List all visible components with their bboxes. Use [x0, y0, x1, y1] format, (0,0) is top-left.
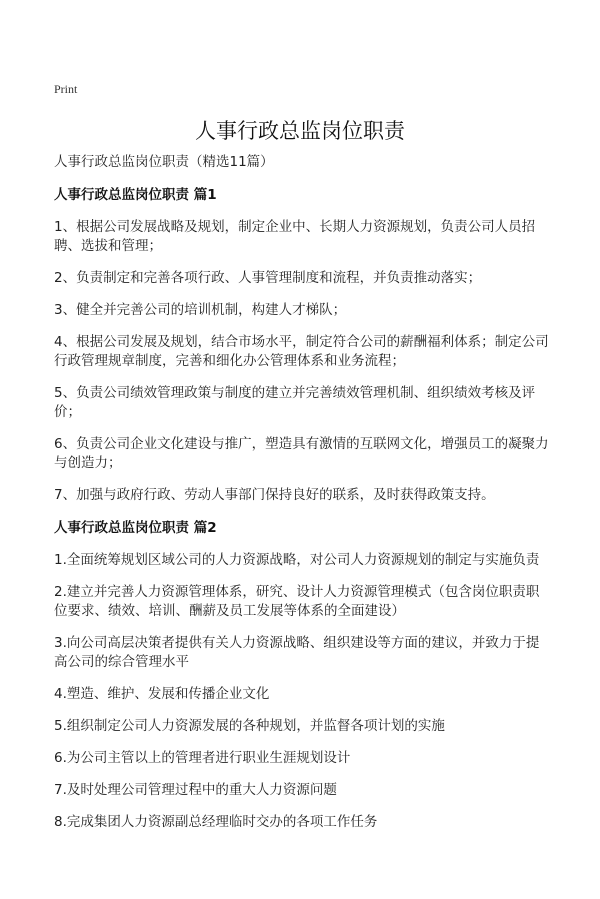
duty-item: 4、根据公司发展及规划，结合市场水平，制定符合公司的薪酬福利体系；制定公司行政管理规章制度，完善和细化办公管理体系和业务流程； [54, 334, 549, 369]
duty-item: 2.建立并完善人力资源管理体系，研究、设计人力资源管理模式（包含岗位职责职位要求、绩效、培训、酬薪及员工发展等体系的全面建设） [54, 584, 540, 619]
duty-item: 1.全面统筹规划区域公司的人力资源战略，对公司人力资源规划的制定与实施负责 [54, 552, 540, 568]
duty-item: 8.完成集团人力资源副总经理临时交办的各项工作任务 [54, 814, 378, 830]
section-2 [54, 518, 550, 832]
duty-item: 5.组织制定公司人力资源发展的各种规划，并监督各项计划的实施 [54, 718, 445, 734]
duty-item: 6.为公司主管以上的管理者进行职业生涯规划设计 [54, 750, 351, 766]
section-heading: 人事行政总监岗位职责 篇2 [54, 520, 217, 536]
document-title: 人事行政总监岗位职责 [195, 119, 405, 143]
print-label: Print [54, 82, 78, 96]
duty-item: 3.向公司高层决策者提供有关人力资源战略、组织建设等方面的建议，并致力于提高公司的综合管理水平 [54, 635, 540, 670]
section-1 [54, 185, 550, 505]
duty-item: 2、负责制定和完善各项行政、人事管理制度和流程，并负责推动落实； [54, 270, 482, 286]
document-subtitle: 人事行政总监岗位职责（精选11篇） [54, 154, 274, 170]
duty-item: 6、负责公司企业文化建设与推广，塑造具有激情的互联网文化，增强员工的凝聚力与创造力； [54, 436, 549, 471]
document-body [54, 152, 550, 845]
duty-item: 4.塑造、维护、发展和传播企业文化 [54, 686, 270, 702]
duty-item: 3、健全并完善公司的培训机制，构建人才梯队； [54, 302, 347, 318]
duty-item: 7.及时处理公司管理过程中的重大人力资源问题 [54, 782, 337, 798]
duty-item: 5、负责公司绩效管理政策与制度的建立并完善绩效管理机制、组织绩效考核及评价； [54, 385, 536, 420]
duty-item: 7、加强与政府行政、劳动人事部门保持良好的联系，及时获得政策支持。 [54, 487, 495, 503]
duty-item: 1、根据公司发展战略及规划，制定企业中、长期人力资源规划，负责公司人员招聘、选拔和管理； [54, 219, 536, 254]
section-heading: 人事行政总监岗位职责 篇1 [54, 187, 217, 203]
